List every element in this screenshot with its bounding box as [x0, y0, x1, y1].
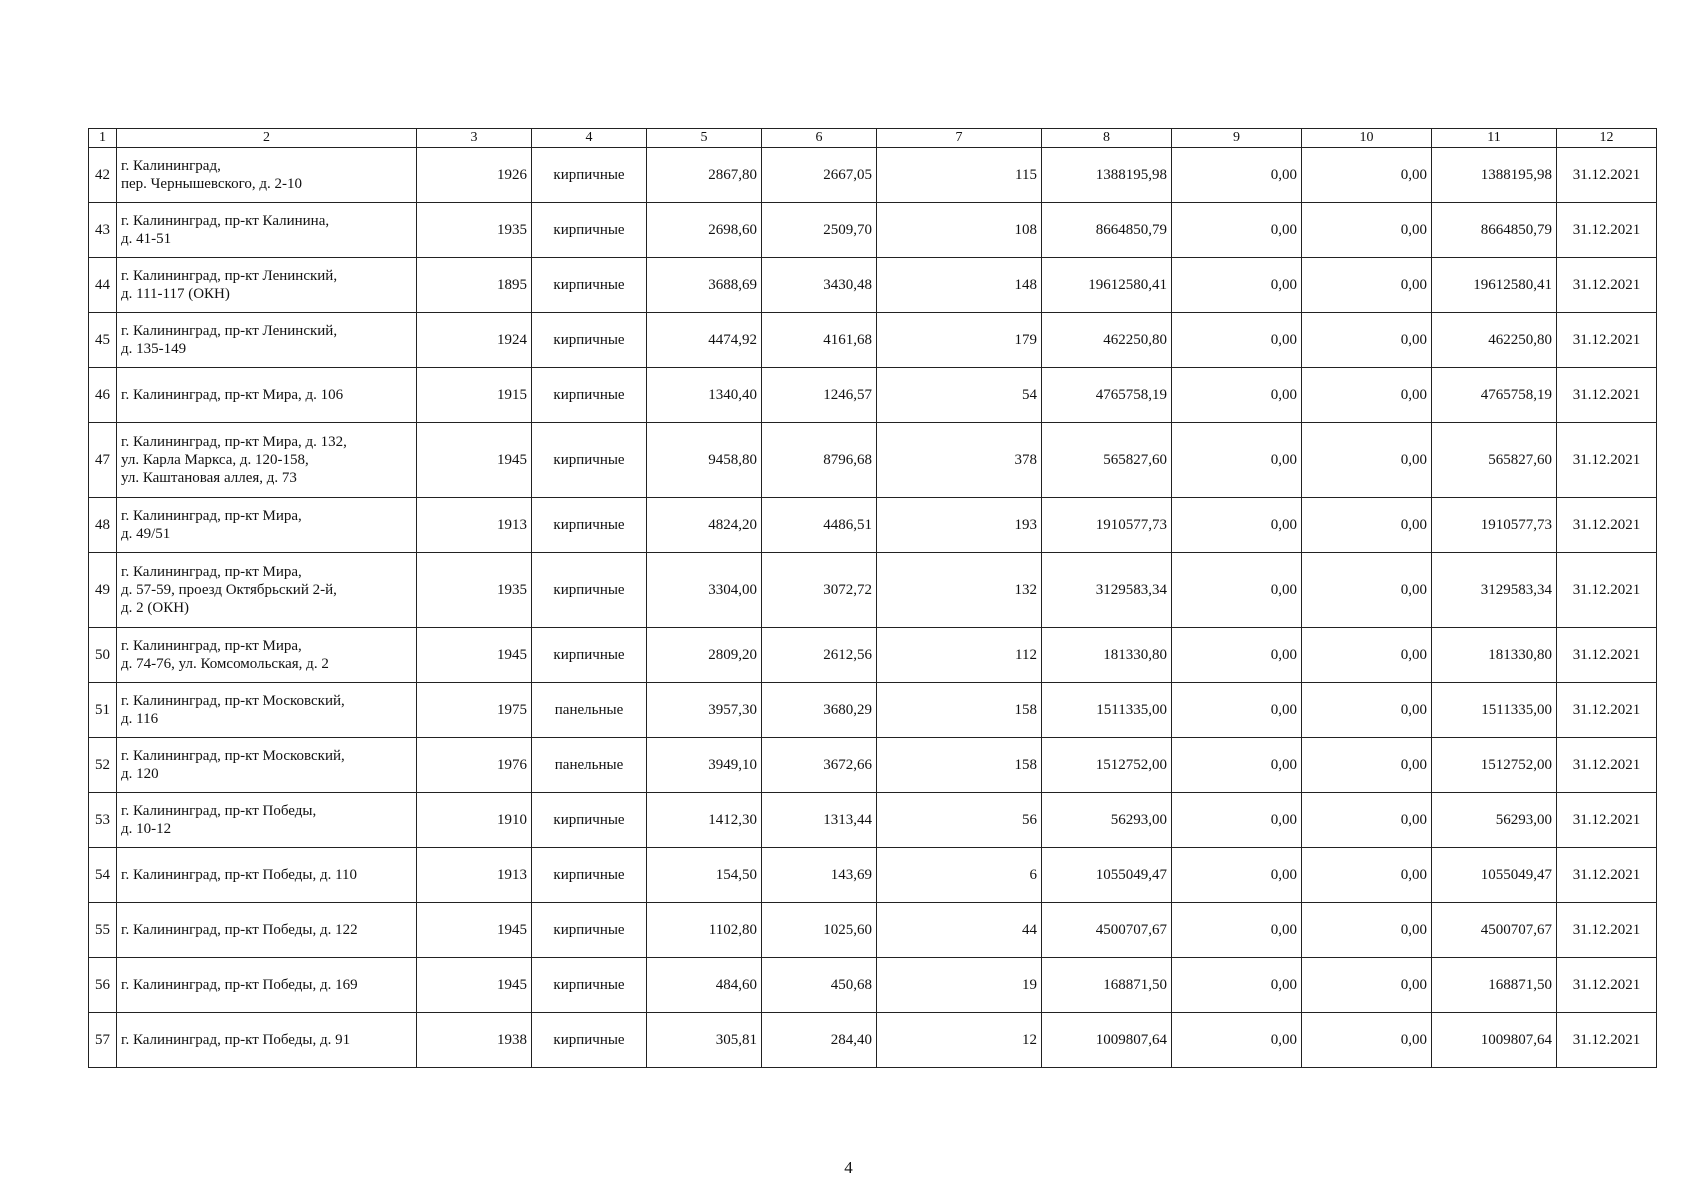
date-cell: 31.12.2021: [1557, 368, 1657, 423]
value-cell: 3072,72: [762, 553, 877, 628]
value-cell: 0,00: [1172, 1013, 1302, 1068]
wall-material-cell: кирпичные: [532, 498, 647, 553]
value-cell: 3957,30: [647, 683, 762, 738]
value-cell: 2698,60: [647, 203, 762, 258]
address-cell: г. Калининград, пр-кт Мира, д. 57-59, проезд Октябрьский 2-й, д. 2 (ОКН): [117, 553, 417, 628]
table-row: [89, 738, 1657, 793]
year-cell: 1945: [417, 903, 532, 958]
value-cell: 179: [877, 313, 1042, 368]
value-cell: 4765758,19: [1042, 368, 1172, 423]
value-cell: 3430,48: [762, 258, 877, 313]
date-cell: 31.12.2021: [1557, 903, 1657, 958]
address-cell: г. Калининград, пр-кт Мира, д. 106: [117, 368, 417, 423]
row-number: 55: [89, 903, 117, 958]
value-cell: 4161,68: [762, 313, 877, 368]
row-number: 45: [89, 313, 117, 368]
table-body: [89, 129, 1657, 1068]
year-cell: 1938: [417, 1013, 532, 1068]
date-cell: 31.12.2021: [1557, 313, 1657, 368]
value-cell: 0,00: [1302, 553, 1432, 628]
value-cell: 0,00: [1172, 738, 1302, 793]
date-cell: 31.12.2021: [1557, 793, 1657, 848]
value-cell: 1009807,64: [1042, 1013, 1172, 1068]
value-cell: 1102,80: [647, 903, 762, 958]
value-cell: 3688,69: [647, 258, 762, 313]
date-cell: 31.12.2021: [1557, 738, 1657, 793]
value-cell: 0,00: [1302, 148, 1432, 203]
value-cell: 0,00: [1172, 793, 1302, 848]
value-cell: 1313,44: [762, 793, 877, 848]
value-cell: 2809,20: [647, 628, 762, 683]
address-cell: г. Калининград, пр-кт Ленинский, д. 111-117 (ОКН): [117, 258, 417, 313]
value-cell: 0,00: [1302, 793, 1432, 848]
date-cell: 31.12.2021: [1557, 553, 1657, 628]
row-number: 51: [89, 683, 117, 738]
value-cell: 1055049,47: [1432, 848, 1557, 903]
value-cell: 1412,30: [647, 793, 762, 848]
row-number: 53: [89, 793, 117, 848]
column-number: 3: [417, 129, 532, 148]
value-cell: 154,50: [647, 848, 762, 903]
value-cell: 8664850,79: [1432, 203, 1557, 258]
value-cell: 1511335,00: [1432, 683, 1557, 738]
value-cell: 0,00: [1172, 848, 1302, 903]
year-cell: 1945: [417, 628, 532, 683]
value-cell: 1009807,64: [1432, 1013, 1557, 1068]
value-cell: 8664850,79: [1042, 203, 1172, 258]
year-cell: 1895: [417, 258, 532, 313]
value-cell: 108: [877, 203, 1042, 258]
value-cell: 0,00: [1172, 498, 1302, 553]
year-cell: 1913: [417, 498, 532, 553]
wall-material-cell: кирпичные: [532, 848, 647, 903]
year-cell: 1915: [417, 368, 532, 423]
year-cell: 1945: [417, 958, 532, 1013]
value-cell: 0,00: [1302, 628, 1432, 683]
wall-material-cell: панельные: [532, 738, 647, 793]
date-cell: 31.12.2021: [1557, 848, 1657, 903]
value-cell: 44: [877, 903, 1042, 958]
year-cell: 1945: [417, 423, 532, 498]
row-number: 49: [89, 553, 117, 628]
value-cell: 450,68: [762, 958, 877, 1013]
column-number: 5: [647, 129, 762, 148]
row-number: 46: [89, 368, 117, 423]
row-number: 43: [89, 203, 117, 258]
year-cell: 1976: [417, 738, 532, 793]
wall-material-cell: кирпичные: [532, 1013, 647, 1068]
date-cell: 31.12.2021: [1557, 423, 1657, 498]
value-cell: 0,00: [1302, 258, 1432, 313]
value-cell: 4474,92: [647, 313, 762, 368]
buildings-table: [88, 128, 1657, 1068]
value-cell: 112: [877, 628, 1042, 683]
date-cell: 31.12.2021: [1557, 203, 1657, 258]
date-cell: 31.12.2021: [1557, 148, 1657, 203]
address-cell: г. Калининград, пр-кт Мира, д. 74-76, ул. Комсомольская, д. 2: [117, 628, 417, 683]
value-cell: 565827,60: [1042, 423, 1172, 498]
value-cell: 3129583,34: [1432, 553, 1557, 628]
value-cell: 0,00: [1172, 313, 1302, 368]
value-cell: 4824,20: [647, 498, 762, 553]
value-cell: 4500707,67: [1432, 903, 1557, 958]
value-cell: 0,00: [1302, 683, 1432, 738]
wall-material-cell: кирпичные: [532, 793, 647, 848]
address-cell: г. Калининград, пр-кт Победы, д. 169: [117, 958, 417, 1013]
value-cell: 378: [877, 423, 1042, 498]
value-cell: 56: [877, 793, 1042, 848]
value-cell: 0,00: [1302, 498, 1432, 553]
column-number: 10: [1302, 129, 1432, 148]
page-number: 4: [844, 1158, 853, 1177]
value-cell: 4765758,19: [1432, 368, 1557, 423]
value-cell: 3129583,34: [1042, 553, 1172, 628]
column-number: 4: [532, 129, 647, 148]
value-cell: 181330,80: [1432, 628, 1557, 683]
value-cell: 4486,51: [762, 498, 877, 553]
value-cell: 2612,56: [762, 628, 877, 683]
column-number: 12: [1557, 129, 1657, 148]
value-cell: 1340,40: [647, 368, 762, 423]
wall-material-cell: кирпичные: [532, 368, 647, 423]
value-cell: 132: [877, 553, 1042, 628]
wall-material-cell: кирпичные: [532, 203, 647, 258]
table-row: [89, 368, 1657, 423]
wall-material-cell: кирпичные: [532, 553, 647, 628]
table-row: [89, 683, 1657, 738]
address-cell: г. Калининград, пер. Чернышевского, д. 2-10: [117, 148, 417, 203]
date-cell: 31.12.2021: [1557, 498, 1657, 553]
value-cell: 0,00: [1172, 903, 1302, 958]
date-cell: 31.12.2021: [1557, 258, 1657, 313]
value-cell: 0,00: [1172, 423, 1302, 498]
row-number: 48: [89, 498, 117, 553]
table-row: [89, 793, 1657, 848]
value-cell: 56293,00: [1042, 793, 1172, 848]
value-cell: 0,00: [1302, 423, 1432, 498]
value-cell: 1025,60: [762, 903, 877, 958]
address-cell: г. Калининград, пр-кт Московский, д. 120: [117, 738, 417, 793]
column-number: 1: [89, 129, 117, 148]
value-cell: 181330,80: [1042, 628, 1172, 683]
date-cell: 31.12.2021: [1557, 958, 1657, 1013]
table-row: [89, 553, 1657, 628]
value-cell: 19: [877, 958, 1042, 1013]
column-number: 11: [1432, 129, 1557, 148]
row-number: 54: [89, 848, 117, 903]
address-cell: г. Калининград, пр-кт Московский, д. 116: [117, 683, 417, 738]
wall-material-cell: панельные: [532, 683, 647, 738]
value-cell: 19612580,41: [1432, 258, 1557, 313]
row-number: 56: [89, 958, 117, 1013]
value-cell: 4500707,67: [1042, 903, 1172, 958]
value-cell: 1055049,47: [1042, 848, 1172, 903]
wall-material-cell: кирпичные: [532, 148, 647, 203]
address-cell: г. Калининград, пр-кт Победы, д. 110: [117, 848, 417, 903]
value-cell: 3680,29: [762, 683, 877, 738]
value-cell: 0,00: [1302, 368, 1432, 423]
value-cell: 168871,50: [1432, 958, 1557, 1013]
column-number: 6: [762, 129, 877, 148]
year-cell: 1935: [417, 553, 532, 628]
year-cell: 1926: [417, 148, 532, 203]
value-cell: 3949,10: [647, 738, 762, 793]
column-number: 9: [1172, 129, 1302, 148]
row-number: 44: [89, 258, 117, 313]
value-cell: 56293,00: [1432, 793, 1557, 848]
value-cell: 0,00: [1302, 313, 1432, 368]
year-cell: 1924: [417, 313, 532, 368]
year-cell: 1913: [417, 848, 532, 903]
row-number: 52: [89, 738, 117, 793]
value-cell: 2667,05: [762, 148, 877, 203]
year-cell: 1910: [417, 793, 532, 848]
value-cell: 1246,57: [762, 368, 877, 423]
value-cell: 54: [877, 368, 1042, 423]
value-cell: 462250,80: [1432, 313, 1557, 368]
value-cell: 1910577,73: [1432, 498, 1557, 553]
wall-material-cell: кирпичные: [532, 258, 647, 313]
table-row: [89, 628, 1657, 683]
value-cell: 3672,66: [762, 738, 877, 793]
value-cell: 158: [877, 738, 1042, 793]
value-cell: 3304,00: [647, 553, 762, 628]
value-cell: 0,00: [1172, 958, 1302, 1013]
table-row: [89, 203, 1657, 258]
date-cell: 31.12.2021: [1557, 628, 1657, 683]
value-cell: 19612580,41: [1042, 258, 1172, 313]
address-cell: г. Калининград, пр-кт Калинина, д. 41-51: [117, 203, 417, 258]
value-cell: 305,81: [647, 1013, 762, 1068]
value-cell: 148: [877, 258, 1042, 313]
value-cell: 1511335,00: [1042, 683, 1172, 738]
value-cell: 0,00: [1302, 738, 1432, 793]
value-cell: 484,60: [647, 958, 762, 1013]
value-cell: 0,00: [1172, 368, 1302, 423]
column-number-row: [89, 129, 1657, 148]
column-number: 7: [877, 129, 1042, 148]
value-cell: 0,00: [1172, 553, 1302, 628]
row-number: 47: [89, 423, 117, 498]
value-cell: 0,00: [1302, 903, 1432, 958]
table-row: [89, 903, 1657, 958]
value-cell: 143,69: [762, 848, 877, 903]
value-cell: 8796,68: [762, 423, 877, 498]
value-cell: 168871,50: [1042, 958, 1172, 1013]
value-cell: 0,00: [1302, 958, 1432, 1013]
value-cell: 193: [877, 498, 1042, 553]
value-cell: 0,00: [1172, 683, 1302, 738]
value-cell: 1388195,98: [1042, 148, 1172, 203]
value-cell: 565827,60: [1432, 423, 1557, 498]
value-cell: 9458,80: [647, 423, 762, 498]
table-row: [89, 498, 1657, 553]
table-row: [89, 423, 1657, 498]
column-number: 8: [1042, 129, 1172, 148]
value-cell: 1910577,73: [1042, 498, 1172, 553]
column-number: 2: [117, 129, 417, 148]
value-cell: 12: [877, 1013, 1042, 1068]
wall-material-cell: кирпичные: [532, 313, 647, 368]
wall-material-cell: кирпичные: [532, 628, 647, 683]
table-row: [89, 258, 1657, 313]
table-row: [89, 848, 1657, 903]
value-cell: 0,00: [1172, 203, 1302, 258]
value-cell: 0,00: [1172, 148, 1302, 203]
address-cell: г. Калининград, пр-кт Победы, д. 91: [117, 1013, 417, 1068]
year-cell: 1975: [417, 683, 532, 738]
value-cell: 0,00: [1302, 848, 1432, 903]
address-cell: г. Калининград, пр-кт Ленинский, д. 135-149: [117, 313, 417, 368]
value-cell: 0,00: [1172, 628, 1302, 683]
table-row: [89, 313, 1657, 368]
wall-material-cell: кирпичные: [532, 423, 647, 498]
address-cell: г. Калининград, пр-кт Победы, д. 122: [117, 903, 417, 958]
wall-material-cell: кирпичные: [532, 903, 647, 958]
value-cell: 6: [877, 848, 1042, 903]
table-row: [89, 148, 1657, 203]
address-cell: г. Калининград, пр-кт Победы, д. 10-12: [117, 793, 417, 848]
row-number: 42: [89, 148, 117, 203]
row-number: 57: [89, 1013, 117, 1068]
wall-material-cell: кирпичные: [532, 958, 647, 1013]
value-cell: 0,00: [1302, 203, 1432, 258]
value-cell: 1512752,00: [1042, 738, 1172, 793]
value-cell: 1512752,00: [1432, 738, 1557, 793]
table-row: [89, 958, 1657, 1013]
year-cell: 1935: [417, 203, 532, 258]
address-cell: г. Калининград, пр-кт Мира, д. 132, ул. Карла Маркса, д. 120-158, ул. Каштановая аллея, д. 73: [117, 423, 417, 498]
value-cell: 2509,70: [762, 203, 877, 258]
value-cell: 2867,80: [647, 148, 762, 203]
date-cell: 31.12.2021: [1557, 1013, 1657, 1068]
value-cell: 284,40: [762, 1013, 877, 1068]
value-cell: 0,00: [1172, 258, 1302, 313]
value-cell: 1388195,98: [1432, 148, 1557, 203]
value-cell: 462250,80: [1042, 313, 1172, 368]
table-row: [89, 1013, 1657, 1068]
value-cell: 158: [877, 683, 1042, 738]
address-cell: г. Калининград, пр-кт Мира, д. 49/51: [117, 498, 417, 553]
row-number: 50: [89, 628, 117, 683]
date-cell: 31.12.2021: [1557, 683, 1657, 738]
value-cell: 0,00: [1302, 1013, 1432, 1068]
value-cell: 115: [877, 148, 1042, 203]
